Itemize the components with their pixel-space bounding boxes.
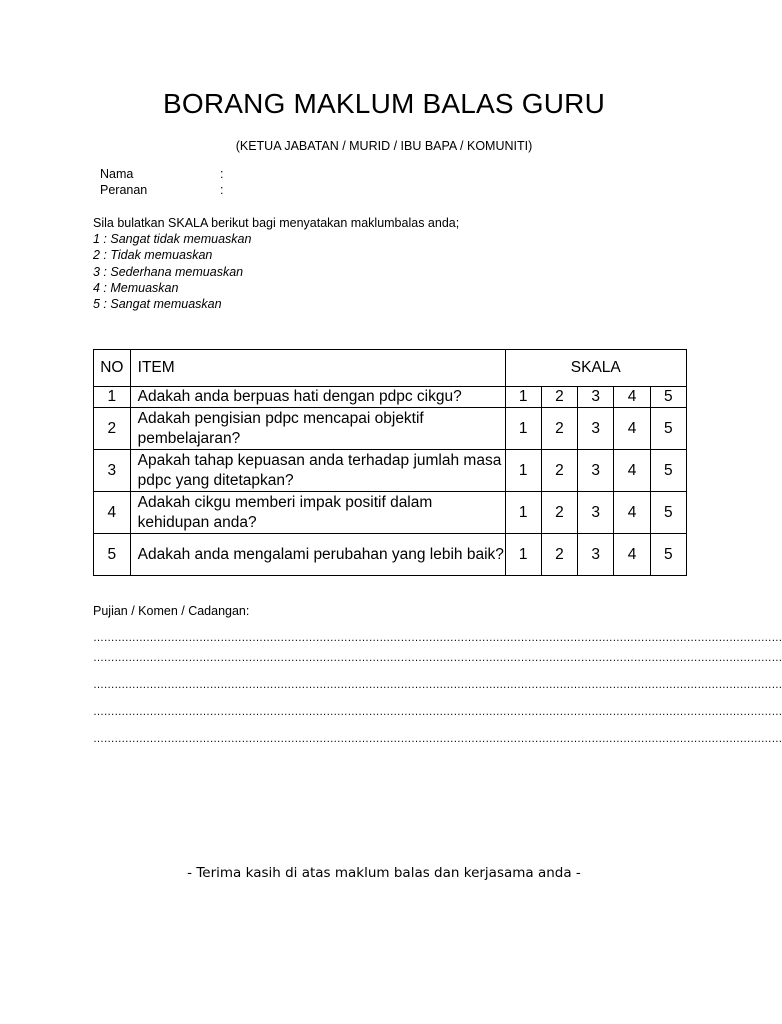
row-number: 2 <box>94 408 131 450</box>
scale-option-1[interactable]: 1 <box>505 534 541 576</box>
scale-option-5[interactable]: 5 <box>650 534 686 576</box>
scale-option-2[interactable]: 2 <box>541 408 577 450</box>
table-row <box>94 450 687 492</box>
comment-line[interactable]: …………………………………………………………………………………………………………………………………………………………………………… <box>93 733 782 745</box>
table-row <box>94 492 687 534</box>
row-number: 4 <box>94 492 131 534</box>
scale-option-4[interactable]: 4 <box>614 492 650 534</box>
scale-option-2[interactable]: 2 <box>541 450 577 492</box>
scale-option-3[interactable]: 3 <box>578 492 614 534</box>
scale-option-5[interactable]: 5 <box>650 408 686 450</box>
instruction-text: Sila bulatkan SKALA berikut bagi menyatakan maklumbalas anda; <box>93 216 460 230</box>
role-field <box>100 183 223 197</box>
scale-legend-item: 3 : Sederhana memuaskan <box>93 264 244 279</box>
scale-legend-item: 4 : Memuaskan <box>93 280 179 295</box>
comment-line[interactable]: …………………………………………………………………………………………………………………………………………………………………………… <box>93 632 782 644</box>
scale-option-2[interactable]: 2 <box>541 387 577 408</box>
form-subtitle: (KETUA JABATAN / MURID / IBU BAPA / KOMUNITI) <box>235 139 533 153</box>
table-row <box>94 387 687 408</box>
scale-option-1[interactable]: 1 <box>505 450 541 492</box>
scale-option-3[interactable]: 3 <box>578 387 614 408</box>
scale-option-2[interactable]: 2 <box>541 492 577 534</box>
table-row <box>94 534 687 576</box>
row-item: Adakah cikgu memberi impak positif dalam kehidupan anda? <box>130 492 505 534</box>
scale-option-1[interactable]: 1 <box>505 408 541 450</box>
scale-option-4[interactable]: 4 <box>614 450 650 492</box>
instructions <box>93 215 459 312</box>
row-number: 1 <box>94 387 131 408</box>
comment-line[interactable]: …………………………………………………………………………………………………………………………………………………………………………… <box>93 679 782 691</box>
role-label: Peranan <box>100 183 148 197</box>
scale-option-1[interactable]: 1 <box>505 492 541 534</box>
scale-option-2[interactable]: 2 <box>541 534 577 576</box>
name-label: Nama <box>100 167 134 181</box>
header-scale: SKALA <box>505 350 686 387</box>
scale-option-3[interactable]: 3 <box>578 408 614 450</box>
table-row <box>94 408 687 450</box>
scale-option-5[interactable]: 5 <box>650 492 686 534</box>
role-colon: : <box>220 183 224 197</box>
header-no: NO <box>94 350 131 387</box>
name-field <box>100 167 223 181</box>
rating-table <box>93 349 687 576</box>
row-number: 3 <box>94 450 131 492</box>
scale-option-5[interactable]: 5 <box>650 450 686 492</box>
scale-option-4[interactable]: 4 <box>614 534 650 576</box>
scale-option-4[interactable]: 4 <box>614 408 650 450</box>
scale-option-3[interactable]: 3 <box>578 534 614 576</box>
name-colon: : <box>220 167 224 181</box>
header-item: ITEM <box>130 350 505 387</box>
scale-legend-item: 1 : Sangat tidak memuaskan <box>93 232 252 247</box>
comment-line[interactable]: …………………………………………………………………………………………………………………………………………………………………………… <box>93 706 782 718</box>
comment-line[interactable]: …………………………………………………………………………………………………………………………………………………………………………… <box>93 652 782 664</box>
comment-label: Pujian / Komen / Cadangan: <box>93 604 250 618</box>
row-item: Adakah anda mengalami perubahan yang lebih baik? <box>130 534 505 576</box>
row-item: Adakah pengisian pdpc mencapai objektif pembelajaran? <box>130 408 505 450</box>
form-title: BORANG MAKLUM BALAS GURU <box>163 88 605 119</box>
table-header-row <box>94 350 687 387</box>
scale-option-5[interactable]: 5 <box>650 387 686 408</box>
scale-legend-item: 2 : Tidak memuaskan <box>93 248 213 263</box>
scale-option-4[interactable]: 4 <box>614 387 650 408</box>
scale-legend-item: 5 : Sangat memuaskan <box>93 297 222 312</box>
row-item: Adakah anda berpuas hati dengan pdpc cikgu? <box>130 387 505 408</box>
scale-option-3[interactable]: 3 <box>578 450 614 492</box>
thank-you-footer: - Terima kasih di atas maklum balas dan kerjasama anda - <box>187 865 581 881</box>
row-number: 5 <box>94 534 131 576</box>
scale-option-1[interactable]: 1 <box>505 387 541 408</box>
row-item: Apakah tahap kepuasan anda terhadap jumlah masa pdpc yang ditetapkan? <box>130 450 505 492</box>
